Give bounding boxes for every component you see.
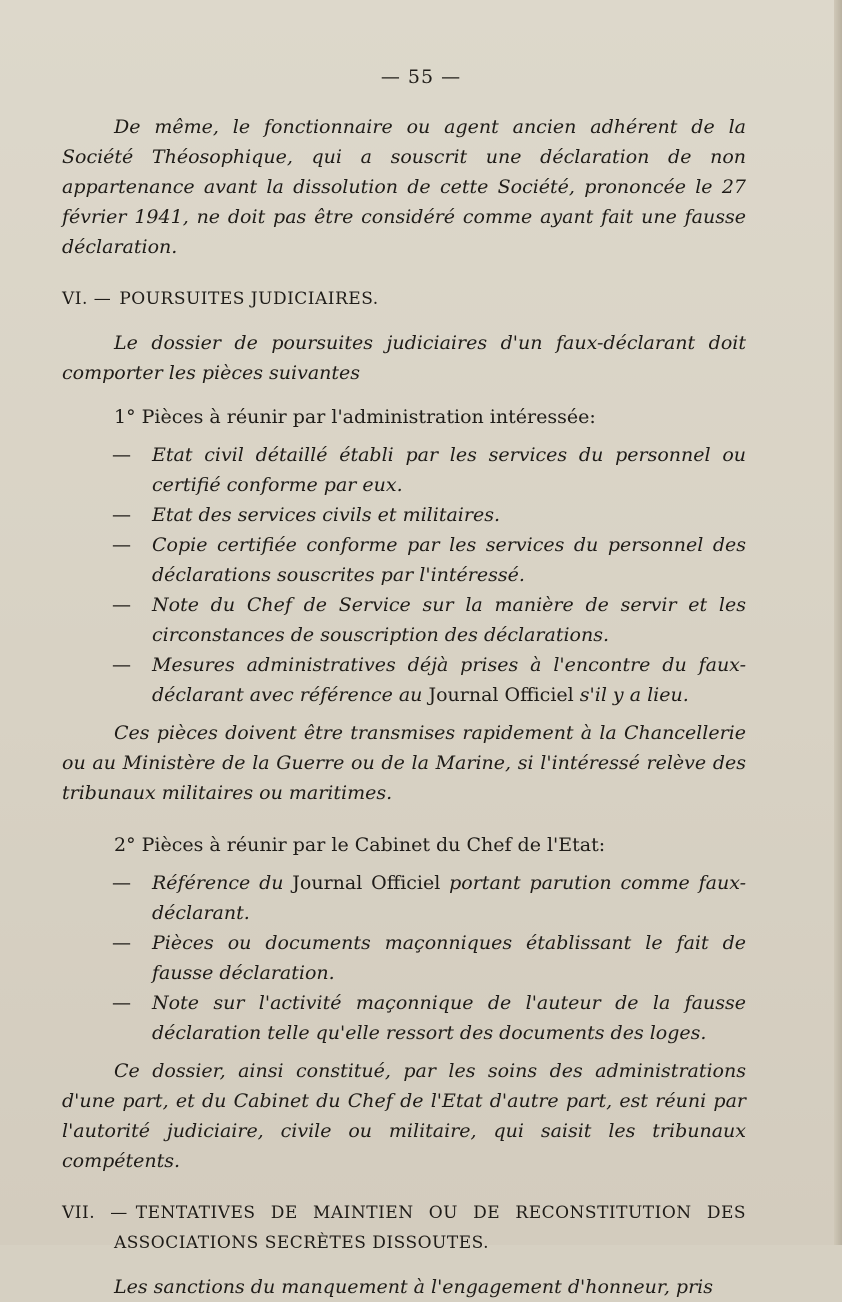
dash-mark: — — [112, 504, 131, 526]
subsection-label-1: 1° Pièces à réunir par l'administration intéressée: — [114, 406, 596, 428]
list-item: — Pièces ou documents maçonniques établissant le fait de fausse déclaration. — [62, 928, 746, 988]
paragraph-theosophique: De même, le fonctionnaire ou agent ancien adhérent de la Société Théosophique, qui a souscrit une déclaration de non appartenance avant la dissolution de cette Société, prononcée le 27 février 1941, ne doit pas être considéré comme ayant fait une fausse déclaration. — [62, 116, 746, 258]
list-item: — Note sur l'activité maçonnique de l'auteur de la fausse déclaration telle qu'elle ressort des documents des loges. — [62, 988, 746, 1048]
list-pieces-administration — [62, 440, 746, 710]
list-item: — Référence du Journal Officiel portant parution comme faux-déclarant. — [62, 868, 746, 928]
page-number: — 55 — — [380, 66, 462, 88]
list-item: — Etat des services civils et militaires. — [62, 500, 746, 530]
dash-mark: — — [112, 932, 131, 954]
list-pieces-cabinet — [62, 868, 746, 1048]
page-content — [62, 112, 746, 1302]
section-heading-vi — [62, 284, 746, 314]
section-heading-vii — [62, 1198, 746, 1258]
page-edge — [834, 0, 842, 1245]
paragraph-transmission: Ces pièces doivent être transmises rapidement à la Chancellerie ou au Ministère de la Guerre ou de la Marine, si l'intéressé relève des tribunaux militaires ou maritimes. — [62, 722, 746, 804]
dash-mark: — — [112, 992, 131, 1014]
section-number: VII. — — [62, 1203, 128, 1223]
paragraph-constitution: Ce dossier, ainsi constitué, par les soins des administrations d'une part, et du Cabinet du Chef de l'Etat d'autre part, est réuni par l'autorité judiciaire, civile ou militaire, qui saisit les tribunaux compétents. — [62, 1060, 746, 1172]
list-item: — Copie certifiée conforme par les services du personnel des déclarations souscrites par l'intéressé. — [62, 530, 746, 590]
section-number: VI. — — [62, 289, 112, 309]
dash-mark: — — [112, 654, 131, 676]
dash-mark: — — [112, 534, 131, 556]
list-item: — Note du Chef de Service sur la manière de servir et les circonstances de souscription des déclarations. — [62, 590, 746, 650]
paragraph-dossier: Le dossier de poursuites judiciaires d'un faux-déclarant doit comporter les pièces suivantes — [62, 332, 746, 384]
section-title: POURSUITES JUDICIAIRES. — [119, 289, 379, 309]
list-item: — Etat civil détaillé établi par les services du personnel ou certifié conforme par eux. — [62, 440, 746, 500]
dash-mark: — — [112, 594, 131, 616]
section-title: TENTATIVES DE MAINTIEN OU DE RECONSTITUTION DES ASSOCIATIONS SECRÈTES DISSOUTES. — [114, 1203, 747, 1253]
list-item: — Mesures administratives déjà prises à l'encontre du faux-déclarant avec référence au Journal Officiel s'il y a lieu. — [62, 650, 746, 710]
dash-mark: — — [112, 444, 131, 466]
dash-mark: — — [112, 872, 131, 894]
subsection-label-2: 2° Pièces à réunir par le Cabinet du Chef de l'Etat: — [114, 834, 606, 856]
paragraph-sanctions: Les sanctions du manquement à l'engagement d'honneur, pris — [114, 1276, 714, 1298]
